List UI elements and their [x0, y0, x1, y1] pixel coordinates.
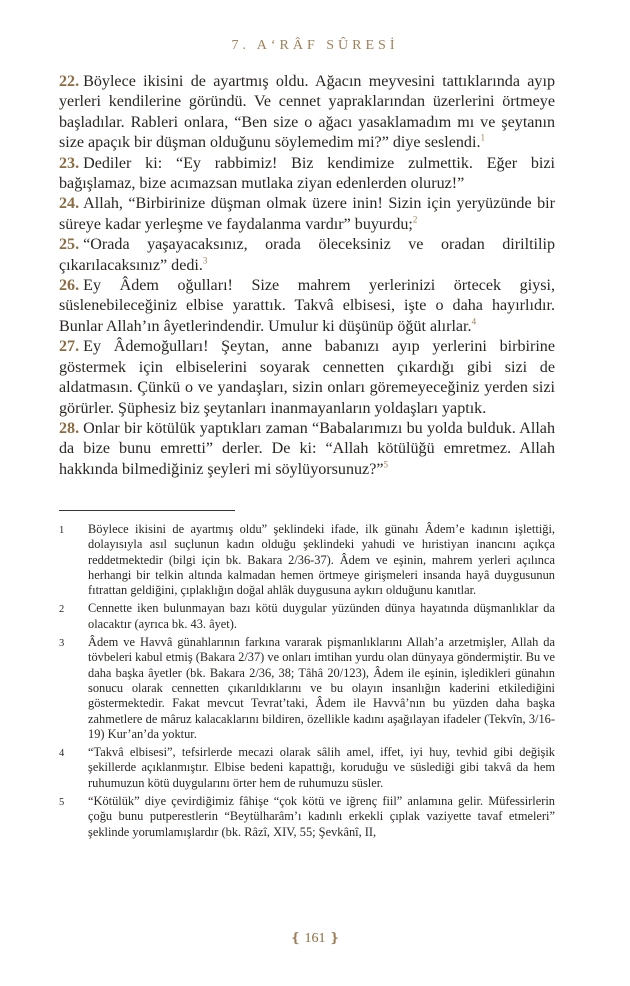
- right-ornament-icon: ❵: [329, 930, 340, 945]
- footnote-text: “Kötülük” diye çevirdiğimiz fâhişe “çok kötü ve iğrenç fiil” anlamına gelir. Müfessirlerin çoğu bunu putperestlerin “Beytülharâm’ı kadınlı erkekli çıplak vaziyette tavaf etmeleri” şeklinde yorumlamışlardır (bk. Râzî, XIV, 55; Şevkânî, II,: [88, 794, 555, 839]
- footnote-number: 1: [59, 525, 65, 536]
- footnote-5: [59, 794, 555, 840]
- verse-26: [59, 276, 555, 337]
- footnote-ref[interactable]: 1: [480, 132, 485, 143]
- verse-text: Böylece ikisini de ayartmış oldu. Ağacın meyvesini tattıklarında ayıp yerleri kendilerine göründü. Ve cennet yapraklarından üzerlerini örtmeye başladılar. Rableri onlara, “Ben size o ağacı yasaklamadım mı ve şeytanın size apaçık bir düşman olduğunu söylemedim mi?” diye seslendi.: [59, 73, 555, 152]
- left-ornament-icon: ❴: [290, 930, 301, 945]
- running-header: 7. A‘RÂF SÛRESİ: [231, 38, 399, 53]
- footnote-text: Böylece ikisini de ayartmış oldu” şeklindeki ifade, ilk günahı Âdem’e kadının işlettiği, dolayısıyla asıl suçlunun kadın olduğu şeklindeki yahudi ve hıristiyan inancını açıkça reddetmektedir (bilgi için bk. Bakara 2/36-37). Âdem ve eşinin, mahrem yerleri açılınca herhangi bir telkin altında kalmadan hemen örtmeye girişmeleri insanda hayâ duygusunun fıtrattan geldiğini, çıplaklığın doğal ahlâk duygusuna aykırı olduğunu kanıtlar.: [88, 522, 555, 598]
- footnote-3: [59, 635, 555, 742]
- footnote-number: 4: [59, 748, 65, 760]
- footnote-4: [59, 745, 555, 791]
- footnote-divider: [59, 510, 235, 511]
- footnote-text: Âdem ve Havvâ günahlarının farkına vararak pişmanlıklarını Allah’a arzetmişler, Allah da tövbeleri kabul etmiş (Bakara 2/37) ve onları imtihan yurdu olan dünyaya göndermiştir. Bu ve daha başka âyetler (bk. Bakara 2/36, 38; Tâhâ 20/123), Âdem ile eşinin, işledikleri günahın sonucu olarak cennetten çıkarıldıklarını ve bu olayın insanlığın kaderini etkilediğini göstermektedir. Fakat mevcut Tevrat’taki, Âdem ile Havvâ’nın bu yüzden daha başka zahmetlere de mâruz kalacaklarını bildiren, özellikle kadını aşağılayan ifadeler (Tekvîn, 3/16-19) Kur’an’da yoktur.: [88, 635, 555, 741]
- footnote-1: [59, 522, 555, 598]
- verse-number: 23.: [59, 154, 80, 172]
- verse-number: 22.: [59, 73, 80, 90]
- verse-text: Ey Âdem oğulları! Size mahrem yerlerinizi örtecek giysi, süslenebileceğiniz elbise yarattık. Takvâ elbisesi, işte o daha hayırlıdır. Bunlar Allah’ın âyetlerindendir. Umulur ki düşünüp öğüt alırlar.: [59, 277, 555, 335]
- footnote-ref[interactable]: 5: [383, 459, 388, 470]
- verse-27: [59, 337, 555, 419]
- footnote-number: 5: [59, 797, 65, 809]
- verse-text: Dediler ki: “Ey rabbimiz! Biz kendimize zulmettik. Eğer bizi bağışlamaz, bize acımazsan mutlaka ziyan edenlerden oluruz!”: [59, 154, 555, 193]
- footnotes: [59, 522, 555, 843]
- footnote-number: 3: [59, 638, 65, 650]
- verse-number: 27.: [59, 338, 80, 356]
- footnote-text: Cennette iken bulunmayan bazı kötü duygular yüzünden dünya hayatında düşmanlıklar da olacaktır (ayrıca bk. 43. âyet).: [88, 601, 555, 631]
- verse-text: “Orada yaşayacaksınız, orada öleceksiniz ve oradan diriltilip çıkarılacaksınız” dedi.: [59, 236, 555, 274]
- verse-25: [59, 235, 555, 276]
- verse-number: 24.: [59, 195, 80, 213]
- footnote-ref[interactable]: 4: [471, 316, 477, 327]
- footnote-text: “Takvâ elbisesi”, tefsirlerde mecazi olarak sâlih amel, iffet, iyi huy, tevhid gibi değişik şekillerde açıklanmıştır. Elbise bedeni kapattığı, koruduğu ve süslediği gibi takvâ da hem ruhumuzun kötü duygularını örter hem de ruhumuzu süsler.: [88, 745, 555, 790]
- verse-23: [59, 154, 555, 195]
- page-number: 161: [304, 931, 326, 946]
- footnote-ref[interactable]: 3: [202, 255, 208, 266]
- verse-number: 26.: [59, 277, 80, 295]
- verse-22: [59, 72, 555, 154]
- verse-body: [59, 72, 555, 480]
- verse-28: [59, 419, 555, 480]
- page-number-footer: [0, 930, 630, 947]
- verse-text: Allah, “Birbirinize düşman olmak üzere inin! Sizin için yeryüzünde bir süreye kadar yerleşme ve faydalanma vardır” buyurdu;: [59, 195, 555, 233]
- verse-24: [59, 194, 555, 235]
- verse-text: Onlar bir kötülük yaptıkları zaman “Babalarımızı bu yolda bulduk. Allah da bize bunu emretti” derler. De ki: “Allah kötülüğü emretmez. Allah hakkında bilmediğiniz şeyleri mi söylüyorsunuz?”: [59, 419, 555, 478]
- verse-number: 25.: [59, 236, 80, 254]
- verse-text: Ey Âdemoğulları! Şeytan, anne babanızı ayıp yerlerini birbirine göstermek için elbiselerini soyarak cennetten çıkardığı gibi sizi de aldatmasın. Çünkü o ve yandaşları, sizin onları göremeyeceğiniz yerden sizi görürler. Şüphesiz biz şeytanları inanmayanların yoldaşları yaptık.: [59, 338, 555, 417]
- verse-number: 28.: [59, 419, 80, 437]
- footnote-number: 2: [59, 604, 65, 616]
- footnote-ref[interactable]: 2: [412, 214, 418, 225]
- footnote-2: [59, 601, 555, 632]
